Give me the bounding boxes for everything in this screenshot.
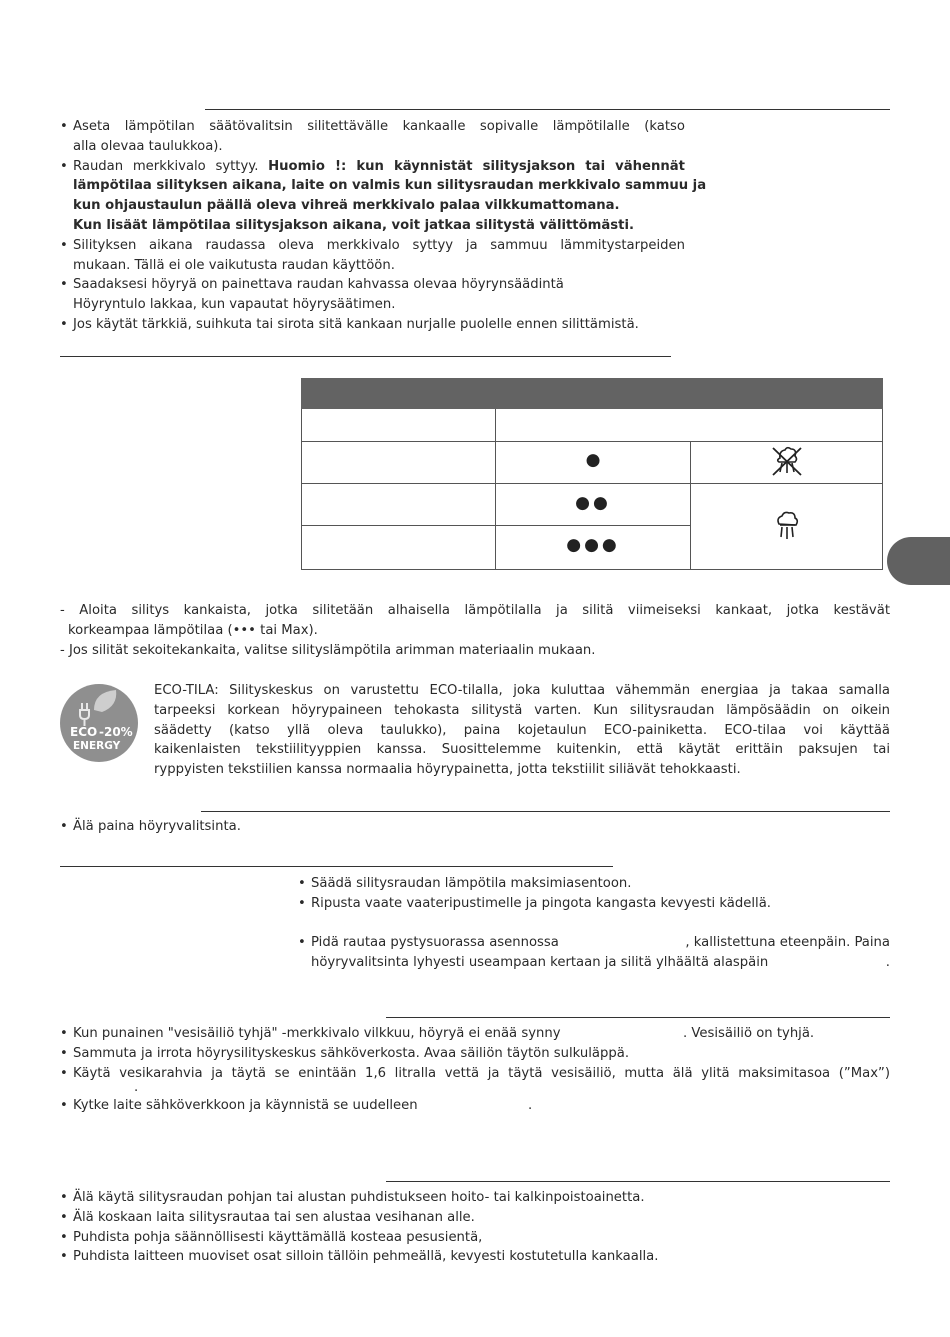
steam-off-icon: [770, 444, 804, 478]
svg-text:ECO: ECO: [70, 725, 98, 739]
section-rule-4: [60, 866, 613, 867]
warning-note: kun ohjaustaulun päällä oleva vihreä merkkivalo palaa vilkkumattomana.: [73, 198, 620, 214]
section-rule-6: [386, 1181, 890, 1182]
list-item: • Sammuta ja irrota höyrysilityskeskus sähköverkosta. Avaa säiliön täytön sulkuläppä.: [60, 1045, 630, 1061]
eco-energy-logo: [60, 684, 138, 762]
list-item: • Raudan merkkivalo syttyy. Huomio !: kun käynnistät silitysjakson tai vähennät: [60, 158, 685, 174]
list-item: • Säädä silitysraudan lämpötila maksimiasentoon.: [298, 876, 632, 891]
list-item: • Pidä rautaa pystysuorassa asennossa , kallistettuna eteenpäin. Paina: [298, 935, 890, 951]
temperature-table: [301, 378, 883, 571]
steam-icon: [771, 509, 803, 543]
table-header: [301, 378, 883, 409]
refill-water-tank: [60, 1024, 890, 1116]
warning-note: Kun lisäät lämpötilaa silitysjakson aikana, voit jatkaa silitystä välittömästi.: [73, 217, 634, 233]
list-item: • Silityksen aikana raudassa oleva merkkivalo syttyy ja sammuu lämmitystarpeiden: [60, 237, 685, 253]
dry-ironing: [60, 817, 660, 837]
section-rule-2: [60, 356, 671, 357]
cleaning-instructions: [60, 1188, 890, 1267]
list-item-continuation: Höyryntulo lakkaa, kun vapautat höyrysäätimen.: [73, 297, 396, 313]
tip-line: korkeampaa lämpötilaa (••• tai Max).: [68, 622, 318, 638]
list-item: • Aseta lämpötilan säätövalitsin silitettävälle kankaalle sopivalle lämpötilalle (katso: [60, 119, 685, 134]
list-item: • Puhdista laitteen muoviset osat silloin tällöin pehmeällä, kevyesti kostutetulla kankaalla.: [60, 1249, 659, 1265]
temperature-dots: ●: [585, 450, 601, 470]
list-item-continuation: höyryvalitsinta lyhyesti useampaan kertaan ja silitä ylhäältä alaspäin .: [311, 955, 890, 971]
list-item: • Käytä vesikarahvia ja täytä se enintään 1,6 litralla vettä ja täytä vesisäiliö, mutta älä ylitä maksimitasoa (”Max”): [60, 1065, 890, 1081]
section-rule-5: [386, 1017, 890, 1018]
usage-instructions: [60, 117, 707, 335]
list-item: • Jos käytät tärkkiä, suihkuta tai sirota sitä kankaan nurjalle puolelle ennen silittämistä.: [60, 316, 639, 332]
list-item-continuation: mukaan. Tällä ei ole vaikutusta raudan käyttöön.: [73, 257, 395, 273]
eco-mode-description: ECO-TILA: Silityskeskus on varustettu ECO-tilalla, joka kuluttaa vähemmän energiaa ja takaa samalla tarpeeksi korkean höyrypaineen tehokasta silitystä varten. Kun silitysraudan lämpösäädin on oikein säädetty (katso yllä oleva taulukko), paina kojetaulun ECO-painiketta. ECO-tilaa voi käyttää kaikenlaisten tekstiilityyppien kanssa. Suosittelemme kuitenkin, että käytät erittäin paksujen tai ryppyisten tekstiilien kanssa normaalia höyrypainetta, jotta tekstiilit siliävät tehokkaasti.: [154, 683, 890, 778]
warning-note: Huomio !: kun käynnistät silitysjakson tai vähennät: [268, 158, 685, 174]
temperature-dots: ●●: [575, 493, 611, 513]
section-rule-3: [201, 811, 890, 812]
list-item-continuation: alla olevaa taulukkoa).: [73, 138, 223, 154]
svg-text:-20%: -20%: [99, 725, 133, 739]
list-item: • Ripusta vaate vaateripustimelle ja pingota kangasta kevyesti kädellä.: [298, 895, 771, 911]
list-item: • Älä käytä silitysraudan pohjan tai alustan puhdistukseen hoito- tai kalkinpoistoainetta.: [60, 1190, 645, 1205]
list-item: • Kun punainen "vesisäiliö tyhjä" -merkkivalo vilkkuu, höyryä ei enää synny . Vesisäiliö on tyhjä.: [60, 1026, 815, 1041]
svg-text:ENERGY: ENERGY: [73, 740, 121, 752]
chapter-tab: [887, 537, 950, 585]
warning-note: lämpötilaa silityksen aikana, laite on valmis kun silitysraudan merkkivalo sammuu ja: [73, 178, 707, 194]
list-item: • Puhdista pohja säännöllisesti käyttämällä kosteaa pesusientä,: [60, 1229, 483, 1245]
tip-line: - Aloita silitys kankaista, jotka silitetään alhaisella lämpötilalla ja silitä viimeiseksi kankaat, jotka kestävät: [60, 603, 890, 618]
tip-line: - Jos silität sekoitekankaita, valitse silityslämpötila arimman materiaalin mukaan.: [60, 642, 596, 658]
list-item: • Älä paina höyryvalitsinta.: [60, 819, 241, 834]
fabric-tips: [60, 601, 890, 660]
section-rule-1: [205, 109, 890, 110]
list-item: • Saadaksesi höyryä on painettava raudan kahvassa olevaa höyrynsäädintä: [60, 277, 564, 293]
list-item: • Kytke laite sähköverkkoon ja käynnistä se uudelleen .: [60, 1098, 533, 1114]
vertical-steaming: [298, 874, 890, 973]
list-item: • Älä koskaan laita silitysrautaa tai sen alustaa vesihanan alle.: [60, 1209, 475, 1225]
list-item-continuation: .: [134, 1080, 139, 1096]
temperature-dots: ●●●: [566, 535, 620, 555]
